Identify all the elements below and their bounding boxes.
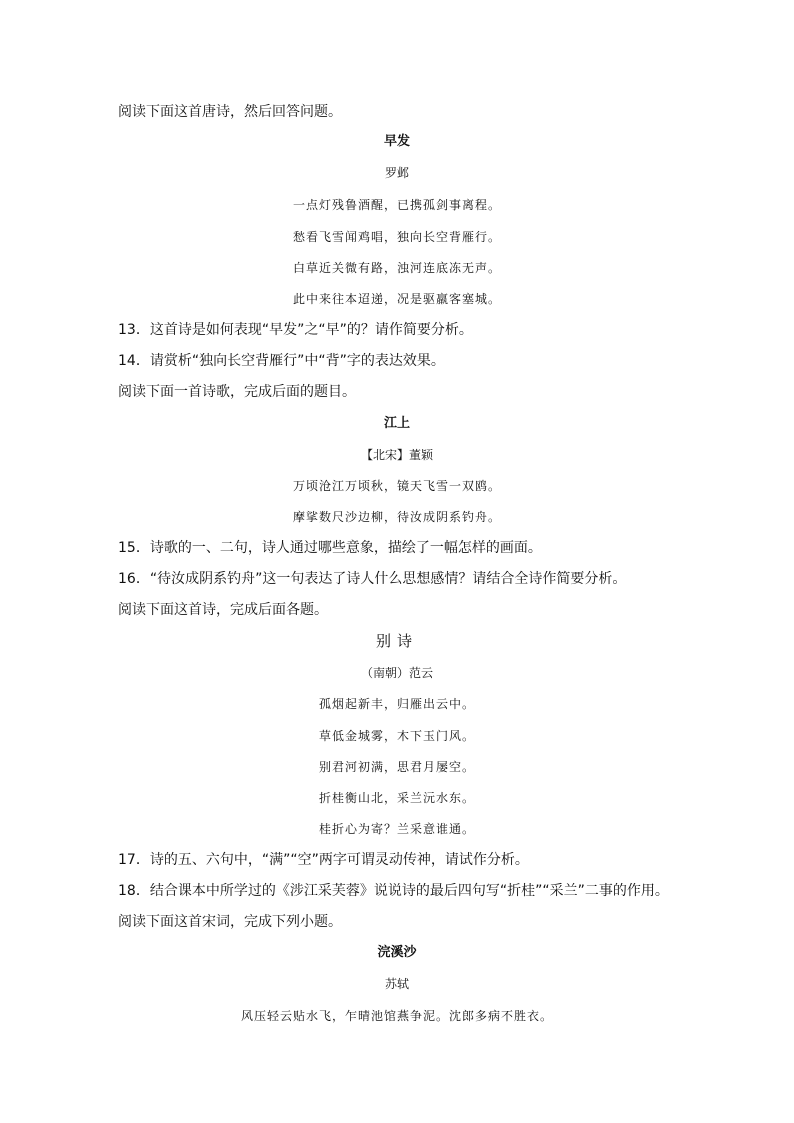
poem-author: 【北宋】董颖 bbox=[360, 448, 433, 462]
question-18: 18．结合课本中所学过的《涉江采芙蓉》说说诗的最后四句写“折桂”“采兰”二事的作用。 bbox=[118, 883, 669, 899]
poem-line: 一点灯残鲁酒醒，已携孤剑事离程。 bbox=[292, 198, 501, 212]
reading-instruction: 阅读下面一首诗歌，完成后面的题目。 bbox=[118, 384, 356, 400]
poem-author: （南朝）范云 bbox=[360, 666, 433, 680]
poem-line: 孤烟起新丰，归雁出云中。 bbox=[318, 697, 475, 711]
question-17: 17．诗的五、六句中，“满”“空”两字可谓灵动传神，请试作分析。 bbox=[118, 852, 529, 868]
poem-author: 苏轼 bbox=[384, 977, 409, 991]
question-16: 16．“待汝成阴系钓舟”这一句表达了诗人什么思想感情？请结合全诗作简要分析。 bbox=[118, 571, 627, 587]
poem-line: 万顷沧江万顷秋，镜天飞雪一双鸥。 bbox=[292, 479, 501, 493]
poem-line: 摩挲数尺沙边柳，待汝成阴系钓舟。 bbox=[292, 510, 501, 524]
poem-line: 别君河初满，思君月屡空。 bbox=[318, 760, 475, 774]
question-13: 13．这首诗是如何表现“早发”之“早”的？请作简要分析。 bbox=[118, 322, 473, 338]
poem-author: 罗邺 bbox=[384, 166, 409, 180]
poem-title: 别诗 bbox=[375, 632, 418, 650]
reading-instruction: 阅读下面这首诗，完成后面各题。 bbox=[118, 602, 328, 618]
poem-title: 江上 bbox=[383, 416, 410, 431]
poem-line: 风压轻云贴水飞，乍晴池馆燕争泥。沈郎多病不胜衣。 bbox=[240, 1009, 553, 1023]
reading-instruction: 阅读下面这首唐诗，然后回答问题。 bbox=[118, 104, 342, 120]
poem-line: 此中来往本迢递，况是驱羸客塞城。 bbox=[292, 292, 501, 306]
question-15: 15．诗歌的一、二句，诗人通过哪些意象，描绘了一幅怎样的画面。 bbox=[118, 540, 542, 556]
poem-line: 愁看飞雪闻鸡唱，独向长空背雁行。 bbox=[292, 230, 501, 244]
poem-title: 浣溪沙 bbox=[377, 945, 417, 960]
poem-line: 折桂衡山北，采兰沅水东。 bbox=[318, 791, 475, 805]
question-14: 14．请赏析“独向长空背雁行”中“背”字的表达效果。 bbox=[118, 353, 445, 369]
poem-line: 桂折心为寄？兰采意谁通。 bbox=[318, 822, 475, 836]
poem-line: 白草近关微有路，浊河连底冻无声。 bbox=[292, 261, 501, 275]
poem-title: 早发 bbox=[383, 134, 410, 149]
reading-instruction: 阅读下面这首宋词，完成下列小题。 bbox=[118, 914, 342, 930]
poem-line: 草低金城雾，木下玉门风。 bbox=[318, 729, 475, 743]
